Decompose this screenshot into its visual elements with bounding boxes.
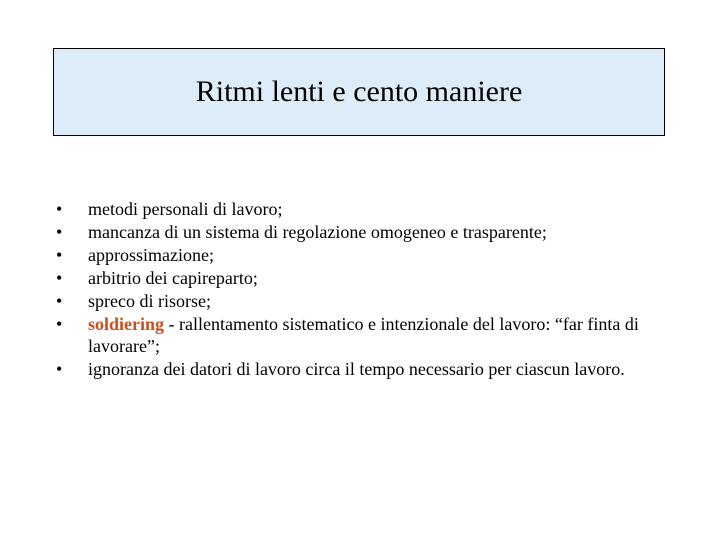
list-item: [56, 267, 696, 289]
list-item: [56, 358, 696, 380]
bullet-dot-icon: •: [56, 291, 63, 311]
bullet-text: arbitrio dei capireparto;: [88, 268, 258, 288]
list-item: [56, 198, 696, 220]
soldiering-definition: - rallentamento sistematico e intenzionale del lavoro: “far finta di lavorare”;: [88, 314, 639, 356]
bullet-text: [88, 313, 648, 357]
bullet-text: metodi personali di lavoro;: [88, 199, 283, 219]
bullet-text: ignoranza dei datori di lavoro circa il tempo necessario per ciascun lavoro.: [88, 359, 625, 379]
list-item: [56, 244, 696, 266]
bullet-dot-icon: •: [56, 359, 63, 379]
bullet-text: spreco di risorse;: [88, 291, 211, 311]
bullet-text: approssimazione;: [88, 245, 214, 265]
title-box: [53, 48, 665, 136]
bullet-list: [56, 198, 696, 381]
bullet-text: mancanza di un sistema di regolazione omogeneo e trasparente;: [88, 222, 547, 242]
list-item: [56, 313, 696, 357]
bullet-dot-icon: •: [56, 314, 63, 334]
bullet-dot-icon: •: [56, 245, 63, 265]
soldiering-term: soldiering: [88, 314, 165, 334]
list-item: [56, 221, 696, 243]
bullet-dot-icon: •: [56, 222, 63, 242]
bullet-dot-icon: •: [56, 199, 63, 219]
bullet-dot-icon: •: [56, 268, 63, 288]
list-item: [56, 290, 696, 312]
slide-title: Ritmi lenti e cento maniere: [195, 75, 523, 108]
